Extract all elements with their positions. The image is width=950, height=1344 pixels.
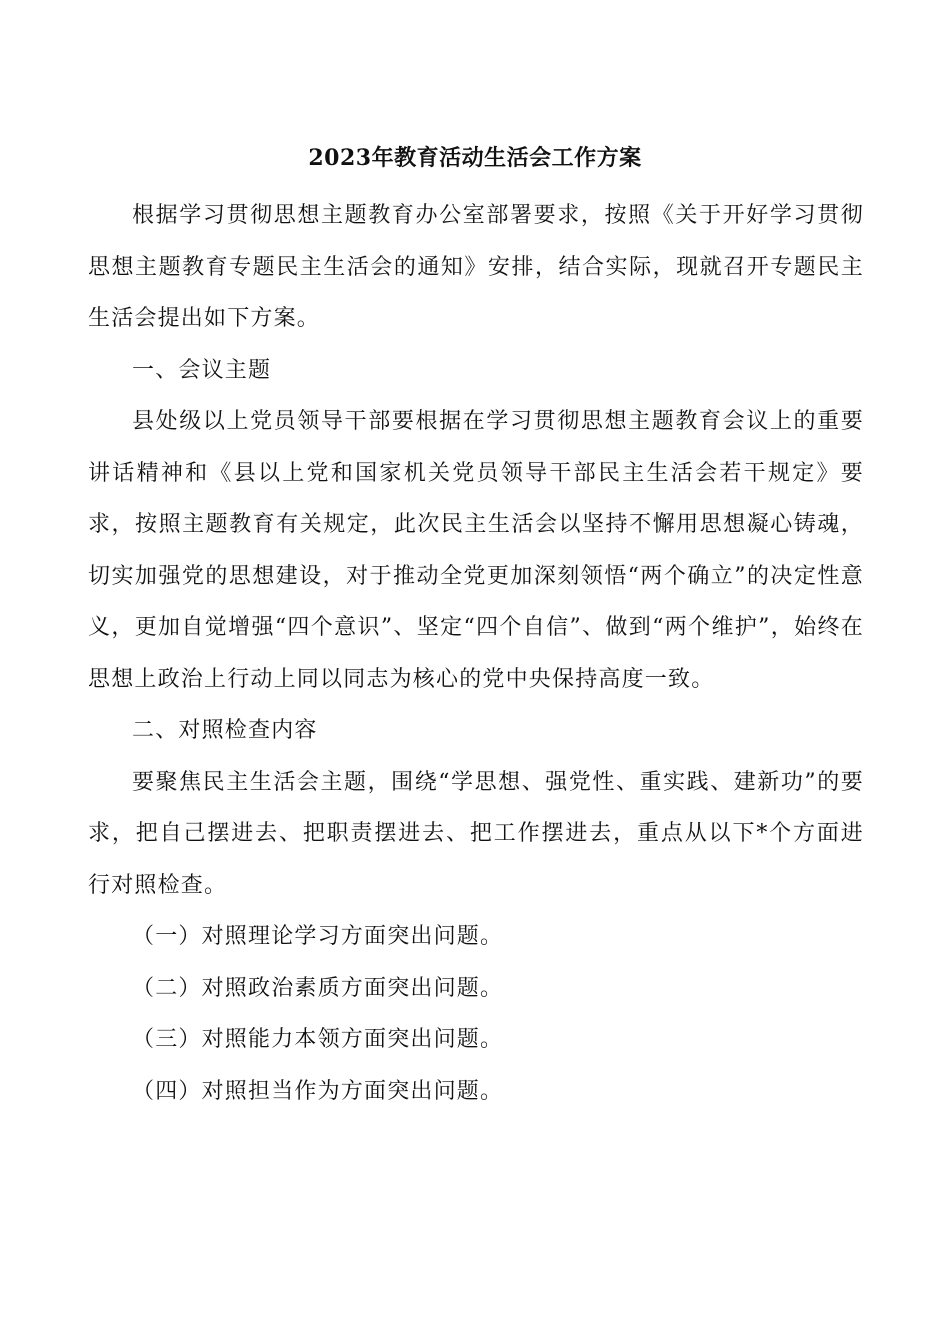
paragraph-intro: 根据学习贯彻思想主题教育办公室部署要求，按照《关于开好学习贯彻思想主题教育专题民主生活会的通知》安排，结合实际，现就召开专题民主生活会提出如下方案。 [88,203,864,331]
list-item-ability-skills: （三）对照能力本领方面突出问题。 [132,1027,504,1052]
paragraph-meeting-theme: 县处级以上党员领导干部要根据在学习贯彻思想主题教育会议上的重要讲话精神和《县以上党和国家机关党员领导干部民主生活会若干规定》要求，按照主题教育有关规定，此次民主生活会以坚持不懈用思想凝心铸魂，切实加强党的思想建设，对于推动全党更加深刻领悟“两个确立”的决定性意义，更加自觉增强“四个意识”、坚定“四个自信”、做到“两个维护”，始终在思想上政治上行动上同以同志为核心的党中央保持高度一致。 [88,409,864,692]
document-title: 2023年教育活动生活会工作方案 [308,145,642,171]
paragraph-check-content: 要聚焦民主生活会主题，围绕“学思想、强党性、重实践、建新功”的要求，把自己摆进去、把职责摆进去、把工作摆进去，重点从以下*个方面进行对照检查。 [88,769,864,898]
document-body [88,190,864,1117]
section-heading-meeting-theme: 一、会议主题 [132,357,272,383]
section-heading-check-content: 二、对照检查内容 [132,718,318,743]
list-item-theory-study: （一）对照理论学习方面突出问题。 [132,924,504,949]
list-item-political-quality: （二）对照政治素质方面突出问题。 [132,975,504,1001]
list-item-responsibility: （四）对照担当作为方面突出问题。 [132,1078,504,1104]
